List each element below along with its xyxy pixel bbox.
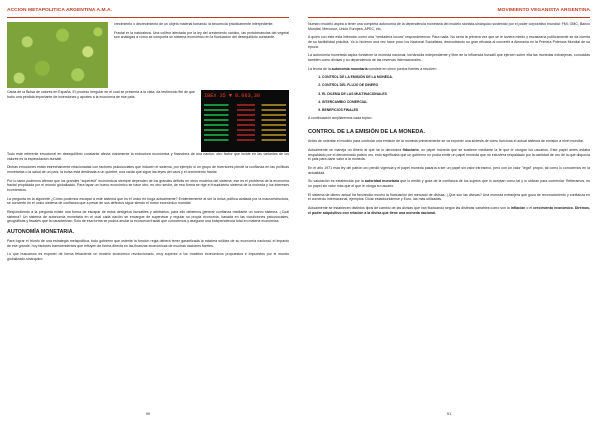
paragraph — [308, 67, 590, 72]
paragraph: Nuestro modelo aspira a tener una completa autonomía de la dependencia monetaria del modelo sionista-sinárquico sostenido por el poder corporativo mundial: FMI, OMC, Banco Mundial, Mercosur, Unión Europea, APEC, etc. — [308, 22, 590, 31]
bold-term: inflación — [510, 205, 526, 210]
text-run: que lo emitió y goza de la confianza de los sujetos que lo aceptan como tal y lo utilizan para comerciar. Reiteramos, es un papel sin valor más que el que le otorga su usuario. — [308, 179, 590, 188]
text-run: Actualmente se establecen distintos tipos de cambio de las divisas que van fluctuando según las distintas variables como son la — [308, 205, 511, 210]
bold-term: crecimiento económico. — [533, 205, 574, 210]
section-title: CONTROL DE LA EMISIÓN DE LA MONEDA. — [308, 128, 425, 135]
ticker-text: IBEX 35 ▼ 8.063,30 — [204, 93, 261, 99]
text-run: consiste en cinco puntos fuertes a resolver: — [367, 66, 437, 71]
paragraph — [308, 179, 590, 188]
paragraph: En el año 1971 esta ley del patrón oro perdió vigencia y el papel moneda pasaría a ser un papel sin valor intrínseco, pero con un valor "legal" propio, tal como lo conocemos en la actualidad. — [308, 165, 590, 175]
paragraph: Todo este referente emocional en desequilibrio constante afecta claramente la estructura económica y financiera de una nación, otro factor que incide en las variantes de los valores es la especulación bursátil. — [7, 152, 289, 161]
bold-term: autoridad monetaria — [364, 179, 400, 184]
moss-figure-row — [7, 22, 289, 88]
right-running-header: MOVIMIENTO VEGANISTA ARGENTINA — [308, 8, 590, 18]
pillars-list — [322, 75, 590, 112]
list-item: 1. CONTROL DE LA EMISIÓN DE LA MONEDA. — [322, 75, 590, 79]
list-item: 3. EL DILEMA DE LAS MULTINACIONALES — [322, 92, 590, 96]
paragraph: A continuación ampliaremos cada tópico. — [308, 116, 373, 121]
bold-term: autonomía monetaria — [331, 66, 368, 71]
bold-term: fiduciario — [402, 147, 419, 152]
text-run: o el — [525, 205, 534, 210]
list-item: 2. CONTROL DEL FLUJO DE DINERO — [322, 83, 590, 87]
text-run: Actualmente se maneja un dinero al que se lo denomina — [308, 147, 403, 152]
paragraph: Lo que buscamos es exponer de forma fehaciente un modelo económico revolucionario, muy superior a los modelos económicos propuestos e impuestos por el mundo globalizado-sinárquico. — [7, 252, 289, 262]
left-page — [7, 8, 289, 418]
paragraph: A quién con este esta intención como una "verdadera locura" responderemos: Para nada. No sería la primera vez que se le tuviera miedo y escasearía políticamente se da cuenta de su factibilidad práctica. Ya lo hicieron una vez hace poco los Nacional Socialistas, demostrando su gran eficacia al convertir a Alemania en la Primera Potencia Mundial de su época. — [308, 35, 590, 49]
paragraph: La autonomía monetaria aspira fortalecer la moneda nacional, tornándola independiente y libre de la influencia bursátil que ejercen sobre ella las monedas extranjeras, conocidas también como divisas y su dependencia de las reservas internacionales. — [308, 53, 590, 63]
page-number: 90 — [145, 410, 151, 416]
list-item: 4. INTERCAMBIO COMERCIAL — [322, 100, 590, 104]
text-run: La teoría de la — [308, 66, 332, 71]
paragraph: El sistema de dinero actual ha favorecido mucho la fluctuación del mercado de divisas, ¿Qué son las divisas? Una moneda extranjera que goza de reconocimiento y confianza en el comercio internacional, ejemplos: Dólar estadounidense y Euro, las más utilizadas. — [308, 192, 590, 202]
paragraph: La pregunta es la siguiente ¿Cómo podemos escapar a este sistema que es el único en boga actualmente? Evidentemente al ser la única política avalada por la macroestructura, se convierte en el único sistema de confianza que a pesar de sus defectos sigue siendo el motor económico mundial. — [7, 196, 289, 206]
list-item: 5. BENEFICIOS FINALES — [322, 108, 590, 112]
moss-caption-block — [114, 22, 289, 44]
paragraph: Antes de ostentar el modelo para controlar una emisión de la moneda primeramente se va exponer una síntesis de cómo funciona el actual sistema de emisión a nivel mundial. — [308, 139, 584, 144]
paragraph — [308, 206, 590, 215]
left-running-header: ACCIÓN METAPOLÍTICA ARGENTINA A.M.A. — [7, 8, 289, 18]
text-run: Su valoración es establecida por la — [308, 179, 365, 184]
bold-term: Diremos, el poder adquisitivo con relación a la divisa que tiene una moneda nacional. — [308, 205, 590, 215]
page-number: 91 — [446, 410, 452, 416]
section-title: AUTONOMÍA MONETARIA. — [7, 229, 74, 236]
paragraph: Dichas emociones están estrechamente relacionadas con factores psicosociales que inducen el sistema, por ejemplo si un grupo de inversores pierde la confianza en las políticas monetarias o la salud de un país, la bolsa está destinada a un quiebre, una caída que sigue las leyes del caos y el crecimiento fractal. — [7, 165, 289, 175]
ticker-rows — [204, 104, 286, 144]
right-page — [308, 8, 590, 418]
moss-fractal-image — [7, 22, 108, 88]
paragraph: Fractal er la naturaleza. Una colifror afectada por la ley del crecimiento caótico, las protuberancias del vegetal son análogas a cómo se comporta un sistema económico en la fluctuación del desequilibrio constante. — [114, 30, 289, 40]
ticker-caption-block — [7, 90, 195, 103]
paragraph — [308, 148, 590, 162]
paragraph: crecimiento o decrecimiento de un objeto material tomando la secuencia prácticamente interpediente. — [114, 22, 274, 26]
paragraph: Respondiendo a la pregunta existe una forma de escapar de estos designios bursátiles y arbitrarios, para ello debemos generar confianza mediante un nuevo sistema. ¿Cuál sistema? Un sistema de autonomía monetaria en el cual cada nación se encargue de supervisar y regular su propia economía, basada en las condiciones psicosociales, geográficas y fiscales que la caracterizan; Solo de esa forma se podría anular la economía fractal que conocemos y asegurar una independencia total en materia económica. — [7, 210, 289, 224]
paragraph: Por lo tanto podemos afirmar que los grandes "superávit" económicos siempre dependen de los grandes déficits en otros modelos del sistema, ese es el problema de la economía fractal propiciada por el mundo globalizado. Para tapar un hueco económico se hace otro, en otro sector, de esa forma se rige el fraudulento sistema de la moneda y los intereses económicos. — [7, 178, 289, 193]
paragraph: Caida de la Bolsa de valores en España. El proceso irregular en el cual se presenta a la vista, da testimonio fiel de que hubo una pérdida importante de inversiones y aportes a la economía de ese país. — [7, 90, 195, 99]
text-run: , un papel moneda que se sostiene mediante la fe que le otorgan los usuarios. Este papel antes estaba respaldado por el denominado patrón oro, esto significaba que un gobierno no podía emitir un papel moneda que no estuviera respaldado por la cantidad de oro de la que disponía el país para darle valor a la moneda. — [308, 147, 590, 162]
paragraph: Para lograr el triunfo de una estrategia metapolítica, todo gobierno que ostente la función regia deberá tener garantizada la máxima solidez de su economía nacional, el impacto de ese grande, hoy factores transcendentes que influyen de forma directa en las finanzas económicas de muchas naciones fuertes. — [7, 239, 289, 248]
stock-ticker-image — [201, 90, 289, 152]
ticker-figure-row — [7, 90, 289, 152]
